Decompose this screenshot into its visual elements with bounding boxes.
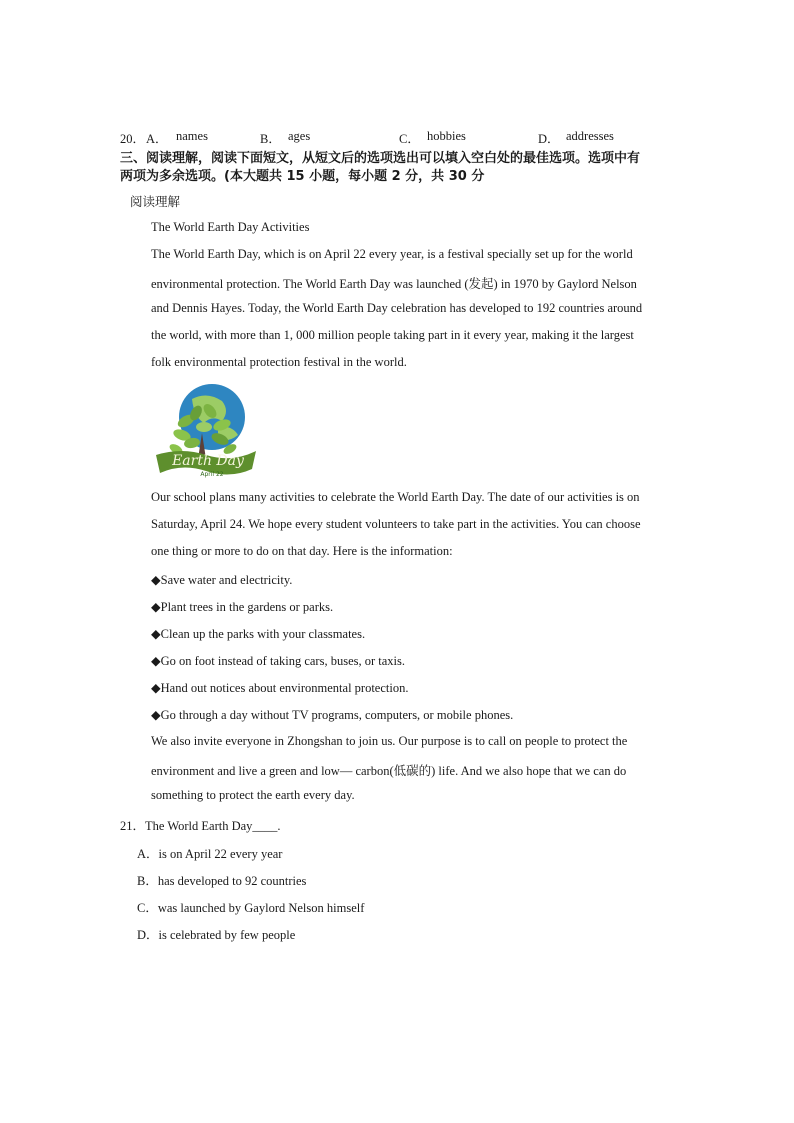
passage-line: Our school plans many activities to celebrate the World Earth Day. The date of our activities is on (151, 490, 640, 504)
option-letter: A． (146, 132, 168, 146)
option-text: ages (288, 129, 311, 143)
passage-line: and Dennis Hayes. Today, the World Earth Day celebration has developed to 192 countries around (151, 301, 643, 315)
activity-item: ◆Save water and electricity. (151, 573, 293, 587)
option-text: names (176, 129, 208, 143)
passage-line: the world, with more than 1, 000 million people taking part in it every year, making it the largest (151, 328, 634, 342)
answer-option[interactable]: D．is celebrated by few people (137, 928, 296, 942)
passage-line: something to protect the earth every day. (151, 788, 355, 802)
answer-option[interactable]: A．is on April 22 every year (137, 847, 283, 861)
question-21-stem: 21．The World Earth Day____. (120, 819, 281, 833)
activity-item: ◆Go through a day without TV programs, computers, or mobile phones. (151, 708, 514, 722)
logo-date-text: April 22 (200, 471, 224, 478)
earth-day-logo (152, 377, 260, 483)
passage-line: We also invite everyone in Zhongshan to join us. Our purpose is to call on people to protect the (151, 734, 628, 748)
answer-option[interactable]: C．was launched by Gaylord Nelson himself (137, 901, 365, 915)
passage-line: folk environmental protection festival in the world. (151, 355, 407, 369)
option-letter: C． (399, 132, 420, 146)
passage-line: one thing or more to do on that day. Here is the information: (151, 544, 453, 558)
question-number: 20． (120, 132, 146, 146)
option-letter: B． (260, 132, 281, 146)
passage-line: The World Earth Day, which is on April 22 every year, is a festival specially set up for the world (151, 247, 633, 261)
section-heading-line: 两项为多余选项。(本大题共 15 小题，每小题 2 分，共 30 分 (120, 169, 485, 184)
option-letter: D． (538, 132, 560, 146)
logo-banner-text: Earth Day (172, 453, 244, 469)
activity-item: ◆Go on foot instead of taking cars, buses, or taxis. (151, 654, 406, 668)
section-label: 阅读理解 (130, 195, 181, 209)
passage-title: The World Earth Day Activities (151, 220, 310, 234)
activity-item: ◆Hand out notices about environmental protection. (151, 681, 409, 695)
passage-line: environmental protection. The World Earth Day was launched (发起) in 1970 by Gaylord Nelson (151, 277, 637, 291)
activity-item: ◆Plant trees in the gardens or parks. (151, 600, 334, 614)
activity-item: ◆Clean up the parks with your classmates. (151, 627, 366, 641)
section-heading-line: 三、阅读理解，阅读下面短文，从短文后的选项选出可以填入空白处的最佳选项。选项中有 (120, 151, 641, 166)
passage-line: environment and live a green and low— carbon(低碳的) life. And we also hope that we can do (151, 764, 627, 778)
option-text: hobbies (427, 129, 466, 143)
answer-option[interactable]: B．has developed to 92 countries (137, 874, 307, 888)
passage-line: Saturday, April 24. We hope every student volunteers to take part in the activities. You can choose (151, 517, 641, 531)
option-text: addresses (566, 129, 614, 143)
